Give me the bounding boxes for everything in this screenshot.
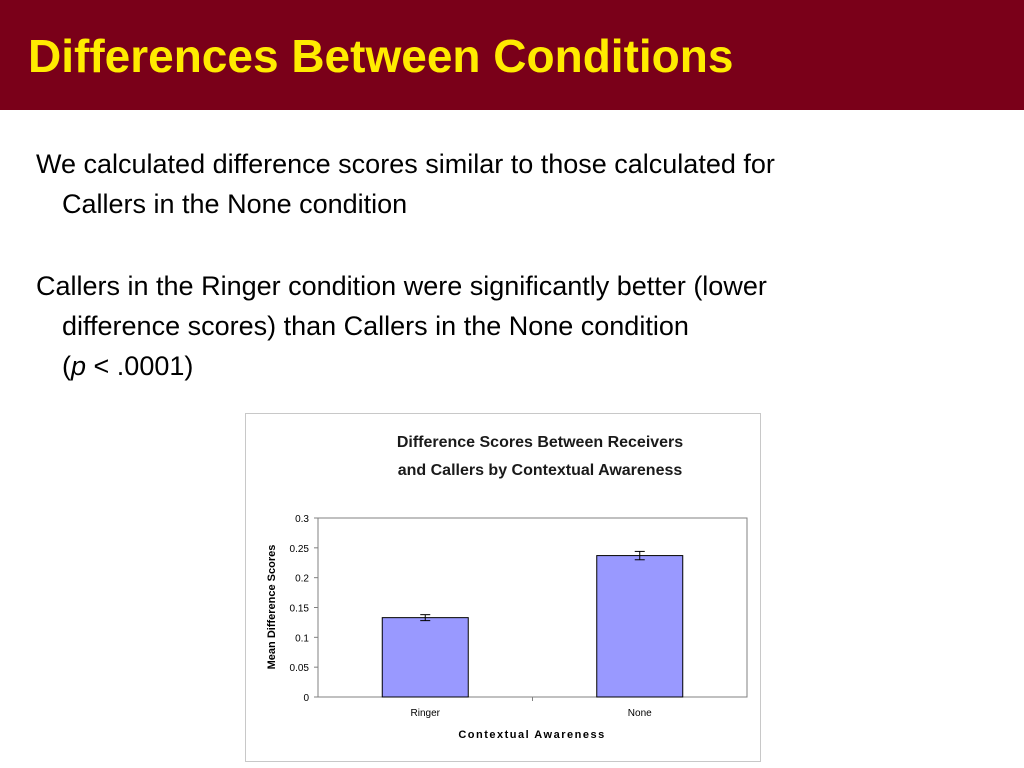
p-value-open: (	[62, 351, 71, 381]
slide-title: Differences Between Conditions	[28, 30, 734, 82]
paragraph-2-line-1: Callers in the Ringer condition were significantly better (lower	[36, 271, 767, 301]
paragraph-1-line-1: We calculated difference scores similar to those calculated for	[36, 149, 775, 179]
x-axis-label: Contextual Awareness	[458, 729, 606, 741]
paragraph-2-line-2: difference scores) than Callers in the None condition	[62, 311, 689, 341]
x-tick-label-none: None	[627, 708, 652, 719]
p-value-line	[36, 346, 996, 386]
y-axis-label: Mean Difference Scores	[266, 544, 278, 670]
bullet-paragraph-2	[36, 266, 996, 386]
y-tick-label: 0.2	[295, 573, 309, 585]
y-tick-label: 0	[303, 693, 309, 704]
y-axis-ticks	[290, 514, 318, 704]
bar-ringer	[382, 618, 468, 697]
y-tick-label: 0.05	[289, 663, 309, 675]
paragraph-1-line-2: Callers in the None condition	[62, 189, 408, 219]
p-value-symbol: p	[71, 351, 87, 381]
y-tick-label: 0.15	[289, 603, 309, 615]
bar-chart	[246, 414, 760, 761]
bar-none	[597, 556, 683, 697]
y-tick-label: 0.1	[295, 633, 309, 645]
bullet-paragraph-1	[36, 144, 996, 224]
y-tick-label: 0.25	[289, 543, 309, 555]
x-tick-label-ringer: Ringer	[410, 708, 440, 719]
p-value-rest: < .0001)	[86, 351, 194, 381]
chart-title-line-2: and Callers by Contextual Awareness	[397, 462, 683, 479]
slide-body	[36, 144, 996, 386]
y-tick-label: 0.3	[295, 514, 309, 525]
x-axis-ticks	[411, 697, 653, 719]
chart-frame	[245, 413, 761, 762]
slide-header	[0, 0, 1024, 110]
chart-title-line-1: Difference Scores Between Receivers	[396, 434, 684, 451]
